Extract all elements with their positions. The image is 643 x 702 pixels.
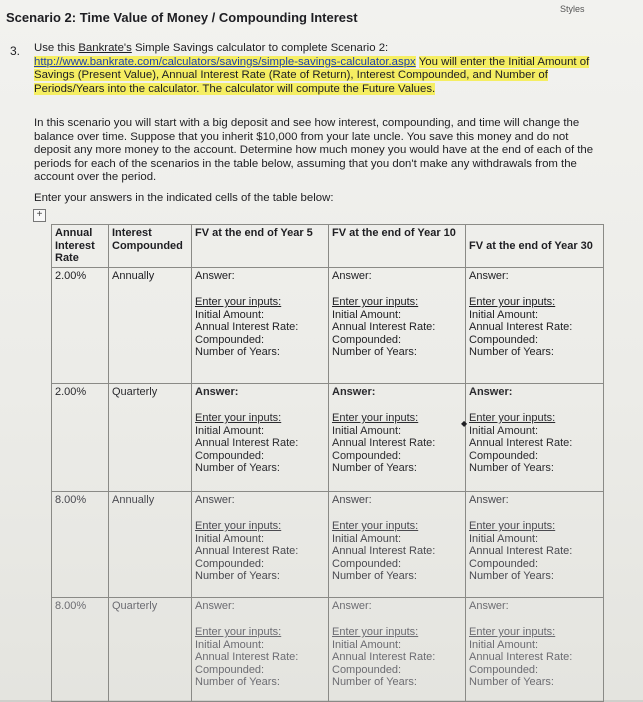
item-number: 3. (10, 44, 21, 58)
inputs-block (195, 412, 325, 475)
years-label: Number of Years: (469, 676, 554, 688)
answer-cell[interactable] (192, 597, 329, 701)
enter-inputs-label: Enter your inputs: (195, 412, 282, 424)
table-row (52, 597, 604, 701)
table-row (52, 267, 604, 383)
years-label: Number of Years: (195, 570, 280, 582)
initial-amount-label: Initial Amount: (195, 308, 265, 321)
compounded-label: Compounded: (195, 449, 265, 462)
years-label: Number of Years: (332, 676, 417, 688)
compounded-label: Compounded: (469, 449, 539, 462)
answer-cell[interactable] (466, 267, 604, 383)
list-bullet-icon: ◆ (461, 419, 468, 428)
instructions-block (34, 42, 594, 96)
years-label: Number of Years: (332, 346, 417, 358)
annual-rate-label: Annual Interest Rate: (469, 651, 573, 663)
calculator-url-link[interactable]: http://www.bankrate.com/calculators/savings/simple-savings-calculator.aspx (34, 55, 416, 68)
inputs-block (332, 520, 462, 583)
scenario-paragraph: In this scenario you will start with a big deposit and see how interest, compounding, and time will change the balance over time. Suppose that you inherit $10,000 from your late uncle. You save this money and do not deposit any more money to the account. Determine how much money you would have at the end of each of the periods for each of the scenarios in the table below, assuming that you don't make any withdrawals from the account over the period. (34, 117, 594, 183)
answer-cell[interactable] (329, 491, 466, 597)
compounded-label: Compounded: (469, 663, 539, 676)
answer-label: Answer: (332, 269, 372, 282)
annual-rate-label: Annual Interest Rate: (195, 651, 299, 663)
compounded-label: Compounded: (332, 449, 402, 462)
bankrate-link[interactable]: Bankrate's (78, 42, 132, 54)
annual-rate-label: Annual Interest Rate: (195, 437, 299, 449)
inputs-block (469, 520, 600, 583)
instructions-line1-post: Simple Savings calculator to complete Scenario 2: (131, 42, 389, 54)
years-label: Number of Years: (195, 346, 280, 358)
answer-cell[interactable] (329, 383, 466, 491)
enter-inputs-label: Enter your inputs: (195, 520, 282, 532)
enter-inputs-label: Enter your inputs: (469, 520, 556, 532)
answer-label: Answer: (195, 269, 235, 282)
initial-amount-label: Initial Amount: (332, 638, 402, 651)
header-rate: Annual Interest Rate (52, 225, 109, 268)
initial-amount-label: Initial Amount: (469, 424, 539, 437)
annual-rate-label: Annual Interest Rate: (195, 545, 299, 557)
compounded-cell: Quarterly (109, 597, 192, 701)
enter-inputs-label: Enter your inputs: (195, 296, 282, 308)
enter-inputs-label: Enter your inputs: (332, 296, 419, 308)
header-fv-5: FV at the end of Year 5 (192, 225, 329, 268)
initial-amount-label: Initial Amount: (195, 638, 265, 651)
inputs-block (332, 296, 462, 359)
years-label: Number of Years: (469, 570, 554, 582)
compounded-cell: Annually (109, 491, 192, 597)
table-row (52, 491, 604, 597)
answer-cell[interactable] (192, 383, 329, 491)
inputs-block (469, 412, 600, 475)
compounded-cell: Annually (109, 267, 192, 383)
inputs-block (195, 296, 325, 359)
compounded-label: Compounded: (469, 333, 539, 346)
annual-rate-label: Annual Interest Rate: (332, 321, 436, 333)
annual-rate-label: Annual Interest Rate: (195, 321, 299, 333)
inputs-block (332, 412, 462, 475)
compounded-label: Compounded: (332, 333, 402, 346)
compounded-label: Compounded: (469, 557, 539, 570)
answers-table (51, 224, 604, 702)
enter-inputs-label: Enter your inputs: (469, 296, 556, 308)
answer-label: Answer: (469, 493, 509, 506)
annual-rate-label: Annual Interest Rate: (332, 437, 436, 449)
initial-amount-label: Initial Amount: (469, 308, 539, 321)
rate-cell: 8.00% (52, 491, 109, 597)
enter-inputs-label: Enter your inputs: (469, 412, 556, 424)
initial-amount-label: Initial Amount: (195, 424, 265, 437)
answer-label: Answer: (469, 385, 513, 398)
rate-cell: 2.00% (52, 383, 109, 491)
header-compounded: Interest Compounded (109, 225, 192, 268)
compounded-cell: Quarterly (109, 383, 192, 491)
rate-cell: 8.00% (52, 597, 109, 701)
answer-cell[interactable] (192, 491, 329, 597)
instructions-line1-pre: Use this (34, 42, 79, 54)
initial-amount-label: Initial Amount: (332, 532, 402, 545)
answer-label: Answer: (332, 385, 376, 398)
answer-label: Answer: (195, 599, 235, 612)
inputs-block (469, 626, 600, 689)
initial-amount-label: Initial Amount: (469, 638, 539, 651)
compounded-label: Compounded: (195, 663, 265, 676)
annual-rate-label: Annual Interest Rate: (332, 545, 436, 557)
enter-inputs-label: Enter your inputs: (332, 412, 419, 424)
years-label: Number of Years: (469, 346, 554, 358)
answer-cell[interactable] (329, 597, 466, 701)
answer-cell[interactable] (466, 597, 604, 701)
inputs-block (469, 296, 600, 359)
annual-rate-label: Annual Interest Rate: (332, 651, 436, 663)
years-label: Number of Years: (195, 676, 280, 688)
annual-rate-label: Annual Interest Rate: (469, 545, 573, 557)
table-move-handle-icon[interactable]: + (33, 209, 46, 222)
enter-inputs-label: Enter your inputs: (332, 626, 419, 638)
initial-amount-label: Initial Amount: (195, 532, 265, 545)
answer-cell[interactable] (466, 383, 604, 491)
answer-cell[interactable] (466, 491, 604, 597)
inputs-block (195, 626, 325, 689)
answer-cell[interactable] (329, 267, 466, 383)
years-label: Number of Years: (332, 570, 417, 582)
table-header-row (52, 225, 604, 268)
compounded-label: Compounded: (332, 557, 402, 570)
answer-label: Answer: (332, 599, 372, 612)
inputs-block (195, 520, 325, 583)
styles-label[interactable]: Styles (560, 4, 585, 14)
initial-amount-label: Initial Amount: (469, 532, 539, 545)
years-label: Number of Years: (469, 462, 554, 474)
header-fv-30: FV at the end of Year 30 (466, 225, 604, 268)
inputs-block (332, 626, 462, 689)
rate-cell: 2.00% (52, 267, 109, 383)
enter-inputs-label: Enter your inputs: (195, 626, 282, 638)
answer-cell[interactable] (192, 267, 329, 383)
compounded-label: Compounded: (195, 333, 265, 346)
table-row (52, 383, 604, 491)
enter-inputs-label: Enter your inputs: (469, 626, 556, 638)
answer-label: Answer: (469, 269, 509, 282)
highlighted-instructions: You will enter the Initial Amount of Savings (Present Value), Annual Interest Rate (Rate of Return), Interest Compounded, and Number of Periods/Years into the calculator. The calculator will compute the Future Values. (34, 55, 590, 95)
annual-rate-label: Annual Interest Rate: (469, 321, 573, 333)
header-fv-10: FV at the end of Year 10 (329, 225, 466, 268)
answer-label: Answer: (195, 493, 235, 506)
initial-amount-label: Initial Amount: (332, 424, 402, 437)
years-label: Number of Years: (195, 462, 280, 474)
years-label: Number of Years: (332, 462, 417, 474)
compounded-label: Compounded: (332, 663, 402, 676)
page-title: Scenario 2: Time Value of Money / Compounding Interest (6, 10, 358, 25)
enter-answers-text: Enter your answers in the indicated cells of the table below: (34, 192, 334, 204)
annual-rate-label: Annual Interest Rate: (469, 437, 573, 449)
compounded-label: Compounded: (195, 557, 265, 570)
enter-inputs-label: Enter your inputs: (332, 520, 419, 532)
answer-label: Answer: (332, 493, 372, 506)
answer-label: Answer: (469, 599, 509, 612)
initial-amount-label: Initial Amount: (332, 308, 402, 321)
answer-label: Answer: (195, 385, 239, 398)
